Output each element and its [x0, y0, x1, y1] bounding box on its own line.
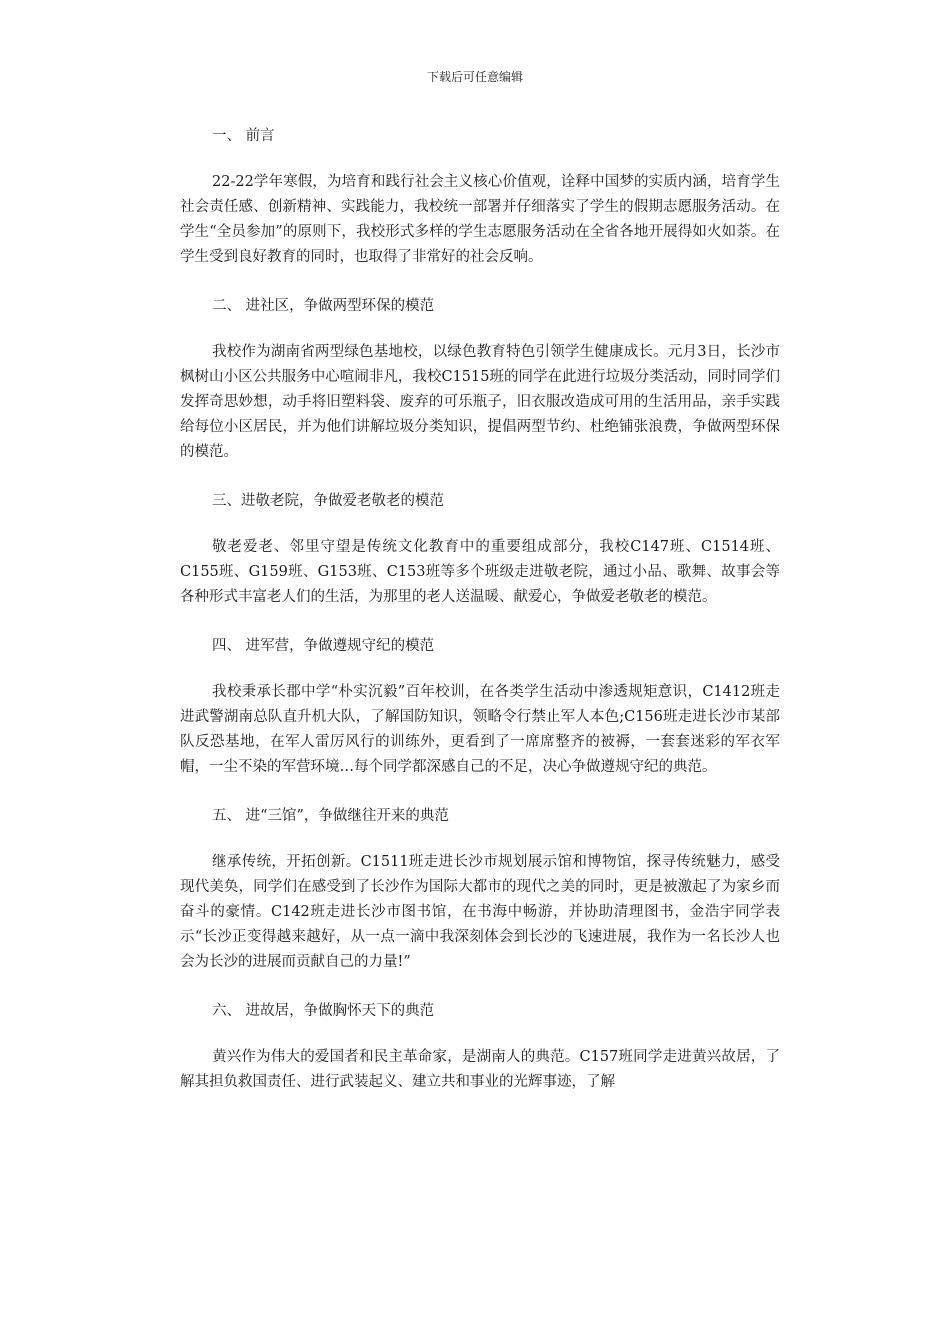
section-paragraph-former-residence: 黄兴作为伟大的爱国者和民主革命家，是湖南人的典范。C157班同学走进黄兴故居，了解其担负救国责任、进行武装起义、建立共和事业的光辉事迹，了解: [180, 1049, 780, 1090]
section-paragraph-nursing-home: 敬老爱老、邻里守望是传统文化教育中的重要组成部分，我校C147班、C1514班、C155班、G159班、G153班、C153班等多个班级走进敬老院，通过小品、歌舞、故事会等各种形式丰富老人们的生活，为那里的老人送温暖、献爱心，争做爱老敬老的模范。: [180, 539, 780, 605]
section-heading-former-residence: 六、 进故居，争做胸怀天下的典范: [212, 1003, 435, 1019]
section-heading-three-halls: 五、 进“三馆”，争做继往开来的典范: [212, 808, 449, 824]
section-heading-community: 二、 进社区，争做两型环保的模范: [212, 298, 435, 314]
section-heading-preface: 一、 前言: [212, 128, 275, 144]
section-paragraph-three-halls: 继承传统，开拓创新。C1511班走进长沙市规划展示馆和博物馆，探寻传统魅力，感受现代美奂，同学们在感受到了长沙作为国际大都市的现代之美的同时，更是被激起了为家乡而奋斗的豪情。C142班走进长沙市图书馆，在书海中畅游，并协助清理图书，金浩宇同学表示“长沙正变得越来越好，从一点一滴中我深刻体会到长沙的飞速进展，我作为一名长沙人也会为长沙的进展而贡献自己的力量!”: [180, 854, 780, 970]
section-heading-nursing-home: 三、进敬老院，争做爱老敬老的模范: [212, 493, 444, 509]
section-paragraph-preface: 22-22学年寒假，为培育和践行社会主义核心价值观，诠释中国梦的实质内涵，培育学生社会责任感、创新精神、实践能力，我校统一部署并仔细落实了学生的假期志愿服务活动。在学生“全员参加”的原则下，我校形式多样的学生志愿服务活动在全省各地开展得如火如荼。在学生受到良好教育的同时，也取得了非常好的社会反响。: [180, 174, 780, 265]
page-header: 下载后可任意编辑: [426, 70, 523, 84]
section-heading-military-camp: 四、 进军营，争做遵规守纪的模范: [212, 638, 435, 654]
document-body: [180, 122, 780, 1095]
section-paragraph-community: 我校作为湖南省两型绿色基地校，以绿色教育特色引领学生健康成长。元月3日，长沙市枫树山小区公共服务中心喧闹非凡，我校C1515班的同学在此进行垃圾分类活动，同时同学们发挥奇思妙想，动手将旧塑料袋、废弃的可乐瓶子，旧衣服改造成可用的生活用品，亲手实践给每位小区居民，并为他们讲解垃圾分类知识，提倡两型节约、杜绝铺张浪费，争做两型环保的模范。: [180, 344, 780, 460]
section-paragraph-military-camp: 我校秉承长郡中学“朴实沉毅”百年校训，在各类学生活动中渗透规矩意识，C1412班走进武警湖南总队直升机大队，了解国防知识，领略令行禁止军人本色;C156班走进长沙市某部队反恐基地，在军人雷厉风行的训练外，更看到了一席席整齐的被褥，一套套迷彩的军衣军帽，一尘不染的军营环境…每个同学都深感自己的不足，决心争做遵规守纪的典范。: [180, 684, 780, 775]
